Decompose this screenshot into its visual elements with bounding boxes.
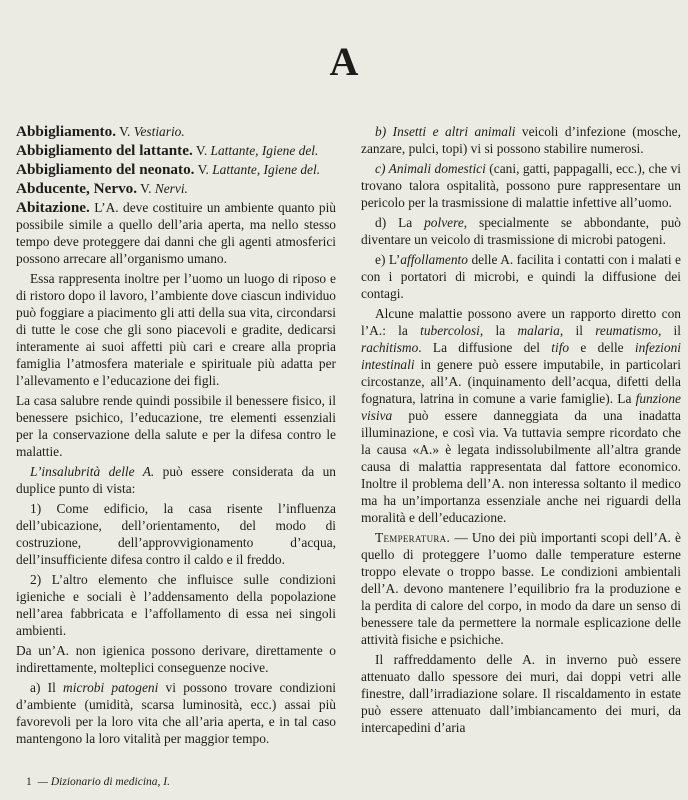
footer-text: — Dizionario di medicina, I. xyxy=(37,776,170,788)
left-column xyxy=(16,123,336,750)
paragraph: Alcune malattie possono avere un rapporto diretto con l’A.: la tubercolosi, la malaria, il reumatismo, il rachitismo. La diffusione del tifo e delle infezioni intestinali in genere può essere imputabile, in particolari circostanze, all’A. (inquinamento dell’acqua, difetti della fognatura, latrina in comune a varie famiglie). La funzione visiva può essere danneggiata da una inadatta illuminazione, e così via. Va tuttavia sempre ricordato che la causa «A.» è legata indissolubilmente all’altra grande causa di malattia rappresentata dal fattore economico. Inoltre il problema dell’A. non interessa soltanto il medico ma ha un’importanza essenziale anche nei riguardi della moralità e dell’educazione. xyxy=(361,306,681,525)
entry-abducente: Abducente, Nervo. V. Nervi. xyxy=(16,180,188,197)
section-letter: A xyxy=(329,39,359,84)
cross-reference: Nervi. xyxy=(154,181,188,196)
footer-number: 1 xyxy=(26,776,32,788)
paragraph: e) L’affollamento delle A. facilita i contatti con i malati e con i portatori di microbi, e quindi la diffusione dei contagi. xyxy=(361,252,681,301)
paragraph: b) Insetti e altri animali veicoli d’infezione (mosche, zanzare, pulci, topi) vi si possono stabilire numerosi. xyxy=(361,124,681,156)
cross-reference: Lattante, Igiene del. xyxy=(210,143,319,158)
paragraph: d) La polvere, specialmente se abbondante, può diventare un veicolo di trasmissione di microbi patogeni. xyxy=(361,215,681,247)
cross-reference: Vestiario. xyxy=(133,124,185,139)
entry-head: Abbigliamento del lattante. xyxy=(16,142,193,159)
entry-abbigliamento-lattante: Abbigliamento del lattante. V. Lattante, Igiene del. xyxy=(16,142,319,159)
entry-head: Abducente, Nervo. xyxy=(16,180,138,197)
subheading: Temperatura. xyxy=(375,530,451,545)
page-footer xyxy=(26,776,170,788)
paragraph: La casa salubre rende quindi possibile il benessere fisico, il benessere psichico, l’educazione, tre elementi essenziali per la conservazione della salute e per la difesa contro le malattie. xyxy=(16,393,336,459)
cross-reference: Lattante, Igiene del. xyxy=(212,162,321,177)
paragraph: Da un’A. non igienica possono derivare, direttamente o indirettamente, molteplici conseguenze nocive. xyxy=(16,643,336,675)
paragraph: Il raffreddamento delle A. in inverno può essere attenuato dallo spessore dei muri, dai doppi vetri alle finestre, dall’irradiazione solare. Il riscaldamento in estate può essere attenuato dall’imbiancamento dei muri, da intercapedini d’aria xyxy=(361,652,681,735)
paragraph: a) Il microbi patogeni vi possono trovare condizioni d’ambiente (umidità, scarsa luminosità, ecc.) assai più favorevoli per la loro vita che all’aria aperta, e in tal caso mantengono la loro vitalità per maggior tempo. xyxy=(16,680,336,746)
entry-head: Abbigliamento. xyxy=(16,123,116,140)
paragraph: Temperatura. — Uno dei più importanti scopi dell’A. è quello di proteggere l’uomo dalle temperature esterne troppo elevate o troppo basse. Le condizioni ambientali dell’A. devono mantenere l’equilibrio fra la produzione e la perdita di calore del corpo, in modo da dare un senso di benessere tale da permettere la normale esplicazione delle attività fisiche e psichiche. xyxy=(361,530,681,647)
entry-abbigliamento: Abbigliamento. V. Vestiario. xyxy=(16,123,185,140)
abitazione-intro: Abitazione. L’A. deve costituire un ambiente quanto più possibile simile a quello dell’aria aperta, ma nello stesso tempo deve proteggere dai danni che gli agenti atmosferici possono arrecare all’organismo umano. xyxy=(16,199,336,266)
right-column xyxy=(361,123,681,739)
entry-abbigliamento-neonato: Abbigliamento del neonato. V. Lattante, Igiene del. xyxy=(16,161,321,178)
paragraph: 1) Come edificio, la casa risente l’influenza dell’ubicazione, dell’orientamento, del modo di costruzione, dell’approvvigionamento d’acqua, dell’insufficiente difesa contro il caldo e il freddo. xyxy=(16,501,336,567)
entry-head: Abitazione. xyxy=(16,199,90,216)
paragraph: L’insalubrità delle A. può essere considerata da un duplice punto di vista: xyxy=(16,464,336,496)
paragraph: Essa rappresenta inoltre per l’uomo un luogo di riposo e di ristoro dopo il lavoro, l’ambiente dove ciascun individuo può foggiare a piacimento gli atti della sua vita, circondarsi di tutte le cose che gli sono piacevoli e gradite, dedicarsi interamente ai suoi affetti più cari e creare alla propria famiglia l’atmosfera materiale e spirituale più adatta per l’allevamento e l’educazione dei figli. xyxy=(16,271,336,388)
paragraph: 2) L’altro elemento che influisce sulle condizioni igieniche e sociali è l’addensamento della popolazione nell’area fabbricata e l’affollamento di essa nei singoli ambienti. xyxy=(16,572,336,638)
entry-head: Abbigliamento del neonato. xyxy=(16,161,195,178)
paragraph: c) Animali domestici (cani, gatti, pappagalli, ecc.), che vi trovano talora ospitalità, possono pure rappresentare un pericolo per la trasmissione di malattie infettive all’uomo. xyxy=(361,161,682,210)
